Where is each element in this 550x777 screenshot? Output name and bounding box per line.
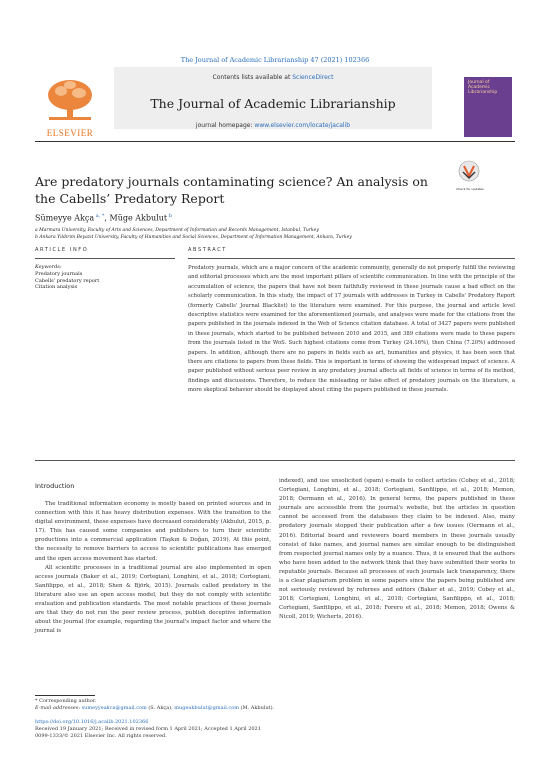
email-line: E-mail addresses: sumeyyeakca@gmail.com (S. Akça), mugeakbulut@gmail.com (M. Akbulut). [35,705,275,712]
email-link[interactable]: mugeakbulut@gmail.com [174,705,239,712]
author-name[interactable]: Sümeyye Akça [35,213,95,223]
abstract-text: Predatory journals, which are a major concern of the academic community, generally do not properly fulfill the reviewing and editorial processes which are the most important pillars of scientific communication. In line with the principle of the accumulation of science, the papers that have not been faithfully reviewed in these journals cause a bad effect on the scholarly communication. In this study, the impact of 17 journals with addresses in Turkey in Cabells' Predatory Report (formerly Cabells' Journal Blacklist) to the literature were examined. For this purpose, the journal and article level descriptive statistics were examined for the aforementioned journals, and analyses were made for the citations from the papers published in the journals indexed in the Web of Science citation database. A total of 3427 papers were published in these journals, which started to be published between 2010 and 2015, and 389 citations were made to these papers from the journals listed in the WoS. Such highest citations come from Turkey (24.16%), then China (7.20%) addressed papers. In addition, although there are no papers in fields such as art, humanities and physics, it has been seen that there are citations to papers from these fields. This is important in terms of showing the widespread impact of science. A paper published without serious peer review in any predatory journal affects all fields of science in terms of its method, findings and discussions. Therefore, to reduce the misleading or false effect of predatory journals on the literature, a more skeptical behavior should be displayed about citing the papers published in these journals. [188,265,515,394]
elsevier-logo [35,75,105,138]
received-dates: Received 19 January 2021; Received in revised form 1 April 2021; Accepted 1 April 2021 [35,726,261,733]
doi-link[interactable]: https://doi.org/10.1016/j.acalib.2021.102366 [35,719,149,725]
journal-cover-image [464,77,512,137]
paragraph: All scientific processes in a traditional journal are also implemented in open access journals (Baker et al., 2019; Cortegiani, Longhini, et al., 2018; Cortegiani, Sanfilippo, et al., 2018; Shen & Björk, 2015). Journals called predatory in the literature also use an open access model, but they do not comply with scientific evaluation and publication standards. The most notable practices of these journals are that they do not run the peer review process, publish deceptive information about the journal (for example, regarding the journal's impact factor and where the journal is [35,564,271,635]
homepage-link[interactable]: www.elsevier.com/locate/jacalib [254,122,351,129]
author-marks: b [168,213,172,219]
affiliation-a: a Marmara University, Faculty of Arts and Sciences, Department of Information and Records Management, Istanbul, Turkey [35,228,319,233]
section-heading-introduction: Introduction [35,482,75,490]
author-line: Sümeyye Akça $^{a, *}$, Müge Akbulut $^b$ [35,213,172,223]
check-for-updates-badge[interactable] [458,160,480,188]
body-right-column [279,477,515,623]
rule [35,258,175,259]
email-link[interactable]: sumeyyeakca@gmail.com [81,705,147,712]
footnote-rule [35,695,95,696]
homepage-line [114,122,432,129]
body-left-column [35,500,271,636]
keywords-block [35,264,99,291]
keyword: Cabells' predatory report [35,277,100,284]
author-marks: a, * [95,213,105,219]
footnotes [35,698,274,712]
check-updates-icon [458,160,480,186]
keyword: Citation analysis [35,284,78,291]
article-info-heading: ARTICLE INFO [35,247,89,253]
homepage-prefix: journal homepage: [195,122,255,129]
masthead-banner [114,67,432,129]
author-name[interactable]: Müge Akbulut [109,213,168,223]
publisher-name: ELSEVIER [46,128,94,138]
running-header[interactable]: The Journal of Academic Librarianship 47 (2021) 102366 [180,56,370,64]
affiliation-b: b Ankara Yıldırım Beyazıt University, Faculty of Humanities and Social Sciences, Department of Information Management, Ankara, Turkey [35,235,352,240]
copyright: 0099-1333/© 2021 Elsevier Inc. All rights reserved. [35,733,167,740]
paragraph: indexed), and use unsolicited (spam) e-mails to collect articles (Cobey et al., 2018; Cortegiani, Longhini, et al., 2018; Cortegiani, Sanfilippo, et al., 2018; Memon, 2018; Oermann et al., 2016). In general terms, the papers published in these journals are accessible from the journal's website, but the articles in question cannot be accessed from the databases they claim to be indexed. Also, many predatory journals stopped their publication after a few issues (Oermann et al., 2016). Editorial board and reviewers board members in these journals usually consist of fake names, and journal names are similar enough to be distinguished from respected journal names only by a nuance. Thus, it is ensured that the authors who have been added to the network think that they have submitted their works to reputable journals. Because all processes of such journals lack transparency, there is a clear plagiarism problem in some papers since the papers being published are not seriously reviewed by referees and editors (Baker et al., 2019; Cobey et al., 2018; Cortegiani, Longhini, et al., 2018; Cortegiani, Sanfilippo, et al., 2018; Cortegiani, Sanfilippo, et al., 2018; Forero et al., 2018; Memon, 2018; Owens & Nicoll, 2019; Wicherts, 2016). [279,478,515,621]
keywords-label: Keywords: [35,264,62,270]
article-title: Are predatory journals contaminating science? An analysis on the Cabells’ Predatory Report [35,174,428,206]
contents-prefix: Contents lists available at [212,74,293,81]
badge-label: Check for updates [456,187,484,191]
journal-masthead [35,67,515,137]
article-meta [35,719,261,741]
contents-line [114,74,432,81]
cover-title: Journal of Academic Librarianship [468,80,498,95]
rule [35,460,515,461]
corresponding-note: * Corresponding author. [35,698,97,704]
keyword: Predatory journals [35,270,83,277]
sciencedirect-link[interactable]: ScienceDirect [292,74,334,81]
paragraph: The traditional information economy is mostly based on printed sources and in connection with this it has heavy distribution expenses. With the transition to the digital environment, these expenses have decreased considerably (Akbulut, 2015, p. 17). This has caused some companies and publishers to turn their scientific productions into a commercial application (Taşkın & Doğan, 2019). At this point, the necessity to remove barriers to access to scientific publications has emerged and the open access movement has started. [35,501,271,562]
abstract-heading: ABSTRACT [188,247,227,253]
journal-title: The Journal of Academic Librarianship [150,96,396,111]
rule [188,258,515,259]
masthead-rule [35,141,515,142]
